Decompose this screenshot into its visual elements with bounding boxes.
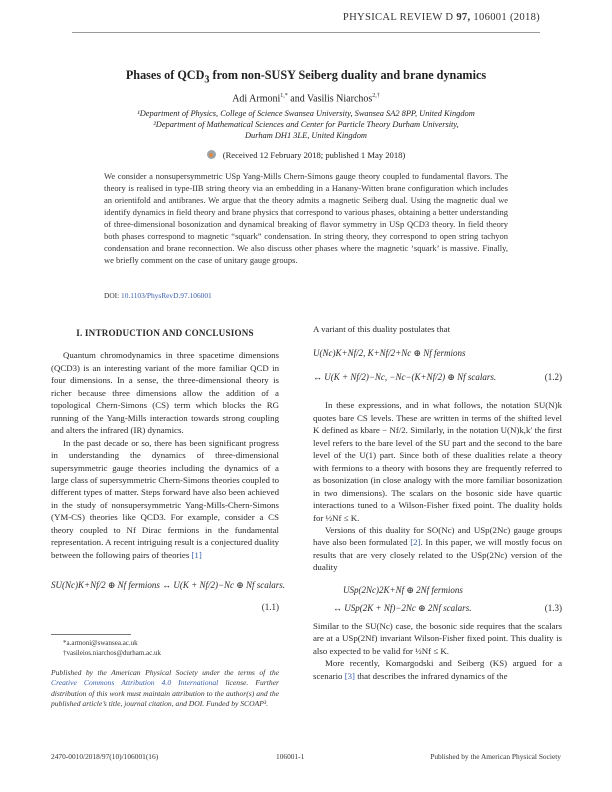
right-paragraph-0: A variant of this duality postulates that (313, 324, 451, 334)
footnote-email-2[interactable]: †vasileios.niarchos@durham.ac.uk (63, 648, 162, 657)
article-number: 106001 (2018) (473, 12, 540, 23)
equation-1-3 (313, 580, 562, 620)
citation-link-3[interactable]: [3] (344, 670, 355, 681)
footer-page-number: 106001-1 (276, 752, 305, 761)
author-niarchos: Vasilis Niarchos (307, 93, 373, 105)
cc-license-link[interactable]: Creative Commons Attribution 4.0 International (51, 678, 219, 688)
journal-volume: 97, (456, 12, 471, 23)
license-notice: Published by the American Physical Society under the terms of the Creative Commons Attribution 4.0 International license. Further distribution of this work must maintain attribution to the author(s) and the published article’s title, journal citation, and DOI. Funded by SCOAP³. (51, 668, 279, 708)
footnote-rule (51, 634, 131, 635)
affiliation-1: ¹Department of Physics, College of Science Swansea University, Swansea SA2 8PP, United Kingdom (137, 109, 475, 118)
intro-paragraph-1: Quantum chromodynamics in three spacetime dimensions (QCD3) is an interesting variant of the more familiar QCD in four dimensions. In a sense, the three-dimensional theory is richer because three dimensions allow the addition of a topological Chern-Simons (CS) term which blocks the RG running of the Yang-Mills interaction towards strong coupling and alters the infrared (IR) dynamics. (51, 350, 279, 436)
equation-number-1-2: (1.2) (544, 372, 562, 383)
received-dates: (Received 12 February 2018; published 1 May 2018) (60, 150, 552, 160)
doi-link[interactable]: 10.1103/PhysRevD.97.106001 (121, 291, 212, 300)
equation-1-2 (313, 341, 562, 399)
author-armoni: Adi Armoni (232, 93, 281, 105)
abstract: We consider a nonsupersymmetric USp Yang-Mills Chern-Simons gauge theory coupled to fundamental flavors. The theory is realised in type-IIB string theory via an embedding in a Hanany-Witten brane configuration which includes an orientifold and antibranes. We argue that the theory admits a magnetic Seiberg dual. Using the magnetic dual we identify dynamics in field theory and brane physics that correspond to various phases, obtaining a better understanding of three-dimensional bosonization and dynamical breaking of flavor symmetry in USp QCD3 theory. In field theory both phases correspond to magnetic “squark” condensation. In string theory, they correspond to open string tachyon condensation and brane reconnection. We also discuss other phases where the magnetic ‘squark’ is massive. Finally, we briefly comment on the case of unitary gauge groups. (104, 171, 508, 265)
doi-line: DOI: 10.1103/PhysRevD.97.106001 (104, 291, 212, 300)
equation-1-3-line-2: ↔ USp(2K + Nf)−2Nc ⊕ 2Nf scalars. (333, 602, 472, 613)
right-paragraph-3: Similar to the SU(Nc) case, the bosonic side requires that the scalars are at a USp(2Nf) invariant Wilson-Fisher fixed point. This duality is also expected to be valid for ½Nf ≤ K. (313, 620, 562, 656)
header-rule (72, 32, 540, 33)
section-heading: I. INTRODUCTION AND CONCLUSIONS (76, 328, 254, 338)
equation-1-3-line-1: USp(2Nc)2K+Nf ⊕ 2Nf fermions (343, 584, 463, 595)
equation-1-2-line-2: ↔ U(K + Nf/2)−Nc, −Nc−(K+Nf/2) ⊕ Nf scalars. (313, 372, 497, 383)
equation-number-1-3: (1.3) (544, 602, 562, 613)
affiliations (60, 109, 552, 141)
affiliation-2: ²Department of Mathematical Sciences and Center for Particle Theory Durham University, (153, 119, 459, 129)
paper-title: Phases of $QCD_3$ from non-SUSY Seiberg duality and brane dynamics (125, 68, 487, 86)
equation-number-1-1: (1.1) (261, 602, 279, 613)
left-column (51, 323, 286, 615)
citation-link-1[interactable]: [1] (191, 549, 202, 560)
crossmark-icon[interactable] (207, 150, 216, 159)
footnotes (51, 634, 279, 658)
right-paragraph-4: More recently, Komargodski and Seiberg (KS) argued for a scenario [3] that describes the infrared dynamics of the (313, 658, 562, 681)
right-paragraph-1: In these expressions, and in what follows, the notation SU(N)k quotes bare CS levels. These are written in terms of the shifted level K defined as kbare − Nf/2. Similarly, in the notation U(N)k,k′ the first level refers to the bare level of the SU part and the second to the bare level of the U(1) part. Since both of these dualities relate a theory with fermions to a theory with bosons they are frequently referred to as bosonization (in close analogy with the more familiar bosonization in two dimensions). The scalars on the bosonic side have quartic interactions tuned to a Wilson-Fisher fixed point. The duality holds for ½Nf ≤ K. (313, 400, 562, 523)
equation-1-1 (51, 571, 286, 615)
journal-header (343, 12, 540, 23)
citation-link-2[interactable]: [2] (410, 537, 421, 548)
equation-1-1-body: SU(Nc)K+Nf/2 ⊕ Nf fermions ↔ U(K + Nf/2)−Nc ⊕ Nf scalars. (51, 580, 286, 591)
affiliation-2-cont: Durham DH1 3LE, United Kingdom (245, 130, 367, 140)
footnote-email-1[interactable]: *a.armoni@swansea.ac.uk (63, 639, 138, 647)
journal-name: PHYSICAL REVIEW D (342, 12, 454, 23)
right-column (313, 323, 562, 682)
footer-publisher: Published by the American Physical Society (430, 752, 561, 761)
intro-paragraph-2: In the past decade or so, there has been significant progress in understanding the dynamics of three-dimensional supersymmetric gauge theories including the dynamics of a large class of supersymmetric Chern-Simons theories coupled to different types of matter. Steps forward have also been achieved in the study of nonsupersymmetric Yang-Mills-Chern-Simons (YM-CS) theories like QCD3. For example, consider a CS theory coupled to Nf Dirac fermions in the fundamental representation. A recent intriguing result is a conjectured duality between the following pairs of theories [1] (51, 437, 280, 560)
footer-issn: 2470-0010/2018/97(10)/106001(16) (51, 752, 159, 761)
right-paragraph-2: Versions of this duality for SO(Nc) and USp(2Nc) gauge groups have also been formulated [2]. In this paper, we will mostly focus on results that are very closely related to the USp(2Nc) version of the duality (313, 524, 562, 573)
author-list: Adi Armoni$^{1,*}$ and Vasilis Niarchos$^{2,\dagger}$ (232, 93, 380, 105)
equation-1-2-line-1: U(Nc)K+Nf/2, K+Nf/2+Nc ⊕ Nf fermions (313, 348, 466, 359)
